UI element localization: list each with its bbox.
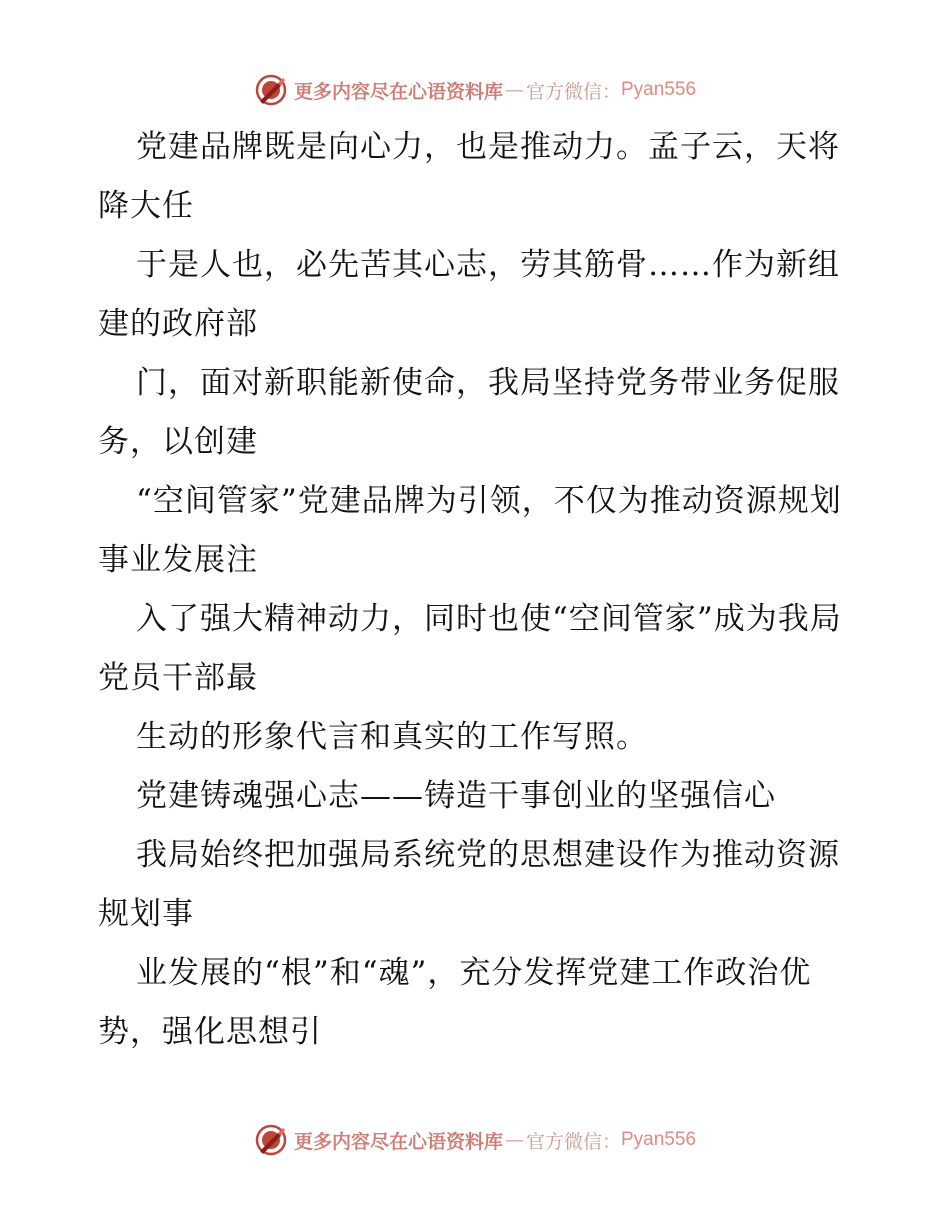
pen-logo-icon — [254, 73, 288, 107]
paragraph: 门，面对新职能新使命，我局坚持党务带业务促服务，以创建 — [98, 365, 840, 460]
document-body — [98, 118, 858, 1062]
banner-wechat-id: Pyan556 — [621, 1129, 697, 1150]
banner-separator: — — [504, 1129, 524, 1151]
banner-wechat-id: Pyan556 — [621, 79, 697, 100]
paragraph: 业发展的“根”和“魂”，充分发挥党建工作政治优势，强化思想引 — [98, 955, 812, 1050]
banner-separator: — — [504, 79, 524, 101]
header-watermark-banner — [0, 70, 950, 110]
paragraph: 于是人也，必先苦其心志，劳其筋骨……作为新组建的政府部 — [98, 247, 840, 342]
pen-logo-icon — [254, 1123, 288, 1157]
section-heading: 党建铸魂强心志——铸造干事创业的坚强信心 — [136, 778, 776, 814]
paragraph: 党建品牌既是向心力，也是推动力。孟子云，天将降大任 — [98, 129, 840, 224]
paragraph: 生动的形象代言和真实的工作写照。 — [136, 719, 648, 755]
banner-official-label: 官方微信： — [525, 80, 621, 103]
paragraph: “空间管家”党建品牌为引领，不仅为推动资源规划事业发展注 — [98, 483, 842, 578]
banner-official-label: 官方微信： — [525, 1130, 621, 1153]
banner-brand-text: 更多内容尽在心语资料库 — [293, 1130, 503, 1153]
paragraph: 我局始终把加强局系统党的思想建设作为推动资源规划事 — [98, 837, 840, 932]
footer-watermark-banner — [0, 1120, 950, 1160]
paragraph: 入了强大精神动力，同时也使“空间管家”成为我局党员干部最 — [98, 601, 842, 696]
banner-brand-text: 更多内容尽在心语资料库 — [293, 80, 503, 103]
